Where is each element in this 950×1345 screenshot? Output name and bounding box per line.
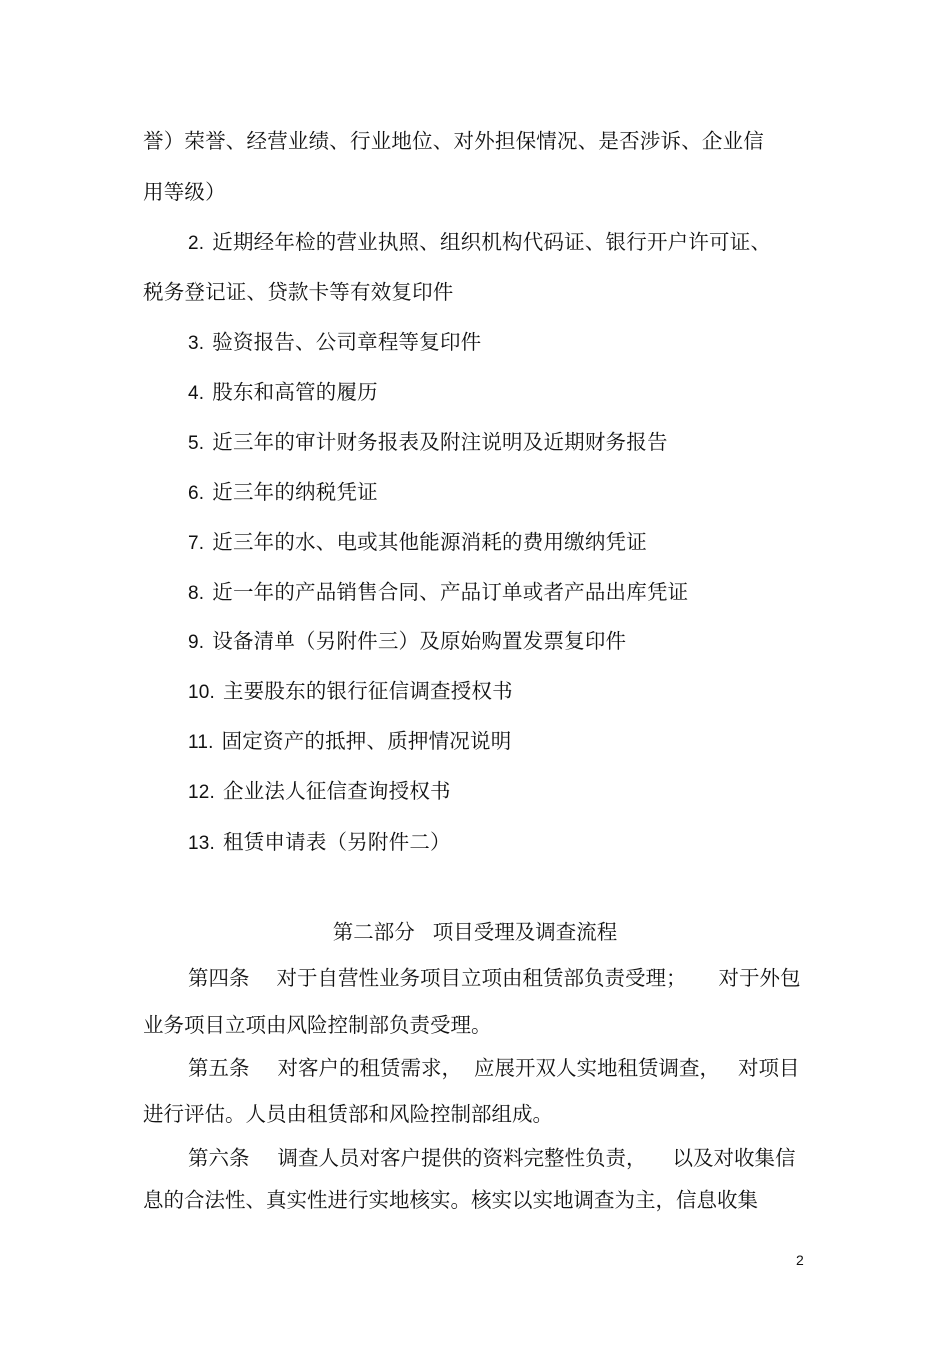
list-item-text: 主要股东的银行征信调查授权书 bbox=[223, 679, 513, 703]
article-text: 对于自营性业务项目立项由租赁部负责受理； bbox=[276, 966, 687, 990]
list-item-11 bbox=[188, 728, 511, 756]
list-item-text: 近三年的纳税凭证 bbox=[212, 480, 378, 504]
continuation-line-1: 誉）荣誉、经营业绩、行业地位、对外担保情况、是否涉诉、企业信 bbox=[143, 129, 764, 153]
list-item-number: 10. bbox=[188, 682, 216, 703]
list-item-8 bbox=[188, 579, 688, 607]
list-item-number: 7. bbox=[188, 533, 205, 554]
list-item-3 bbox=[188, 329, 481, 357]
article-label: 第五条 bbox=[188, 1056, 250, 1080]
article-text: 调查人员对客户提供的资料完整性负责， bbox=[277, 1146, 647, 1170]
list-item-text: 近期经年检的营业执照、组织机构代码证、银行开户许可证、 bbox=[212, 230, 772, 254]
list-item-9 bbox=[188, 628, 626, 656]
list-item-7 bbox=[188, 529, 647, 557]
article-4-line-2: 业务项目立项由风险控制部负责受理。 bbox=[143, 1013, 492, 1037]
article-4-line-1 bbox=[188, 965, 801, 991]
list-item-6 bbox=[188, 479, 378, 507]
list-item-text: 租赁申请表（另附件二） bbox=[223, 830, 451, 854]
list-item-text: 验资报告、公司章程等复印件 bbox=[212, 330, 482, 354]
list-item-number: 6. bbox=[188, 483, 205, 504]
section-heading bbox=[0, 919, 950, 945]
list-item-10 bbox=[188, 678, 513, 706]
list-item-text: 近三年的审计财务报表及附注说明及近期财务报告 bbox=[212, 430, 668, 454]
list-item-number: 9. bbox=[188, 632, 205, 653]
article-label: 第六条 bbox=[188, 1146, 250, 1170]
list-item-2-line-2: 税务登记证、贷款卡等有效复印件 bbox=[143, 280, 454, 304]
list-item-number: 12. bbox=[188, 782, 216, 803]
section-part: 第二部分 bbox=[332, 920, 415, 944]
article-text: 对于外包 bbox=[718, 966, 801, 990]
list-item-number: 3. bbox=[188, 333, 205, 354]
list-item-number: 13. bbox=[188, 833, 216, 854]
list-item-number: 4. bbox=[188, 383, 205, 404]
list-item-text: 企业法人征信查询授权书 bbox=[223, 779, 451, 803]
list-item-4 bbox=[188, 379, 378, 407]
article-text: 以及对收集信 bbox=[672, 1146, 796, 1170]
article-5-line-2: 进行评估。人员由租赁部和风险控制部组成。 bbox=[143, 1102, 553, 1126]
article-text: 对客户的租赁需求， bbox=[277, 1056, 462, 1080]
list-item-5 bbox=[188, 429, 668, 457]
article-label: 第四条 bbox=[188, 966, 250, 990]
article-6-line-2: 息的合法性、真实性进行实地核实。核实以实地调查为主，信息收集 bbox=[143, 1188, 758, 1212]
article-5-line-1 bbox=[188, 1055, 800, 1081]
continuation-line-2: 用等级） bbox=[143, 180, 226, 204]
list-item-13 bbox=[188, 829, 451, 857]
list-item-number: 5. bbox=[188, 433, 205, 454]
list-item-text: 近一年的产品销售合同、产品订单或者产品出库凭证 bbox=[212, 580, 689, 604]
list-item-text: 近三年的水、电或其他能源消耗的费用缴纳凭证 bbox=[212, 530, 647, 554]
list-item-number: 2. bbox=[188, 233, 205, 254]
section-title: 项目受理及调查流程 bbox=[432, 920, 618, 944]
list-item-number: 11. bbox=[188, 732, 214, 753]
list-item-12 bbox=[188, 778, 451, 806]
list-item-number: 8. bbox=[188, 583, 205, 604]
list-item-text: 固定资产的抵押、质押情况说明 bbox=[221, 729, 512, 753]
page-number: 2 bbox=[796, 1252, 804, 1268]
article-6-line-1 bbox=[188, 1145, 796, 1171]
article-text: 应展开双人实地租赁调查， bbox=[474, 1056, 720, 1080]
article-text: 对项目 bbox=[738, 1056, 800, 1080]
list-item-text: 股东和高管的履历 bbox=[212, 380, 378, 404]
list-item-text: 设备清单（另附件三）及原始购置发票复印件 bbox=[212, 629, 627, 653]
list-item-2 bbox=[188, 229, 771, 257]
